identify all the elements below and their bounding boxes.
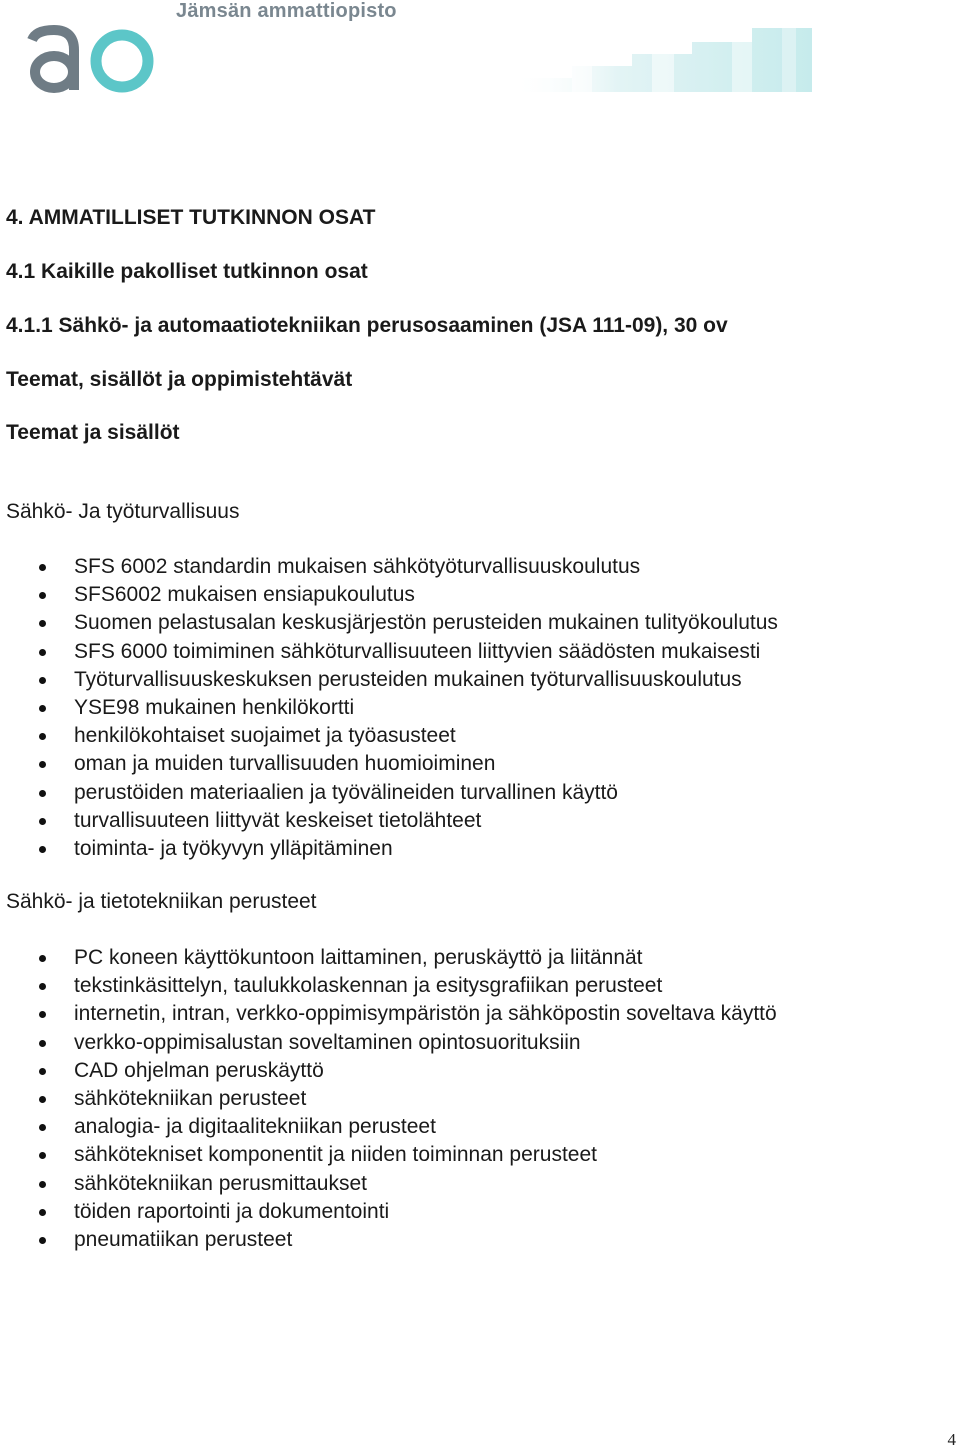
list-item: Työturvallisuuskeskuksen perusteiden mukainen työturvallisuuskoulutus — [3, 666, 778, 694]
bullet-icon — [39, 790, 46, 797]
list-item: tekstinkäsittelyn, taulukkolaskennan ja esitysgrafiikan perusteet — [3, 972, 777, 1000]
heading-level-3: 4.1.1 Sähkö- ja automaatiotekniikan perusosaaminen (JSA 111-09), 30 ov — [6, 314, 728, 337]
bullet-icon — [39, 1096, 46, 1103]
ao-logo-icon — [22, 18, 162, 98]
bullet-icon — [39, 677, 46, 684]
electrical-it-list — [3, 944, 777, 1254]
list-item: verkko-oppimisalustan soveltaminen opintosuorituksiin — [3, 1029, 777, 1057]
list-item: sähkötekniikan perusmittaukset — [3, 1170, 777, 1198]
bullet-icon — [39, 1124, 46, 1131]
bullet-icon — [39, 1011, 46, 1018]
bullet-icon — [39, 1237, 46, 1244]
list-item: SFS 6000 toimiminen sähköturvallisuuteen liittyvien säädösten mukaisesti — [3, 638, 778, 666]
list-item: YSE98 mukainen henkilökortti — [3, 694, 778, 722]
bullet-icon — [39, 846, 46, 853]
list-item: PC koneen käyttökuntoon laittaminen, peruskäyttö ja liitännät — [3, 944, 777, 972]
section-title-electrical-it: Sähkö- ja tietotekniikan perusteet — [6, 890, 317, 913]
organization-name: Jämsän ammattiopisto — [176, 0, 397, 22]
bullet-icon — [39, 564, 46, 571]
list-item: sähkötekniset komponentit ja niiden toiminnan perusteet — [3, 1141, 777, 1169]
safety-list — [3, 553, 778, 863]
bullet-icon — [39, 620, 46, 627]
bullet-icon — [39, 761, 46, 768]
heading-level-2: 4.1 Kaikille pakolliset tutkinnon osat — [6, 260, 368, 283]
heading-level-1: 4. AMMATILLISET TUTKINNON OSAT — [6, 206, 376, 229]
section-title-safety: Sähkö- Ja työturvallisuus — [6, 500, 240, 523]
heading-level-4-themes-tasks: Teemat, sisällöt ja oppimistehtävät — [6, 368, 353, 391]
list-item: henkilökohtaiset suojaimet ja työasusteet — [3, 722, 778, 750]
list-item: SFS6002 mukaisen ensiapukoulutus — [3, 581, 778, 609]
list-item: turvallisuuteen liittyvät keskeiset tietolähteet — [3, 807, 778, 835]
list-item: toiminta- ja työkyvyn ylläpitäminen — [3, 835, 778, 863]
list-item: analogia- ja digitaalitekniikan perusteet — [3, 1113, 777, 1141]
bullet-icon — [39, 1152, 46, 1159]
list-item: pneumatiikan perusteet — [3, 1226, 777, 1254]
bullet-icon — [39, 1181, 46, 1188]
bullet-icon — [39, 818, 46, 825]
list-item: oman ja muiden turvallisuuden huomioiminen — [3, 750, 778, 778]
list-item: sähkötekniikan perusteet — [3, 1085, 777, 1113]
bullet-icon — [39, 1040, 46, 1047]
list-item: CAD ohjelman peruskäyttö — [3, 1057, 777, 1085]
bullet-icon — [39, 955, 46, 962]
bullet-icon — [39, 733, 46, 740]
bullet-icon — [39, 592, 46, 599]
list-item: Suomen pelastusalan keskusjärjestön perusteiden mukainen tulityökoulutus — [3, 609, 778, 637]
decorative-steps-graphic — [512, 20, 816, 92]
bullet-icon — [39, 983, 46, 990]
bullet-icon — [39, 1209, 46, 1216]
list-item: internetin, intran, verkko-oppimisympäristön ja sähköpostin soveltava käyttö — [3, 1000, 777, 1028]
heading-level-4-themes-contents: Teemat ja sisällöt — [6, 421, 180, 444]
list-item: töiden raportointi ja dokumentointi — [3, 1198, 777, 1226]
bullet-icon — [39, 649, 46, 656]
page-number: 4 — [947, 1430, 956, 1449]
list-item: SFS 6002 standardin mukaisen sähkötyöturvallisuuskoulutus — [3, 553, 778, 581]
bullet-icon — [39, 705, 46, 712]
bullet-icon — [39, 1068, 46, 1075]
list-item: perustöiden materiaalien ja työvälineiden turvallinen käyttö — [3, 779, 778, 807]
page-header — [0, 0, 960, 110]
